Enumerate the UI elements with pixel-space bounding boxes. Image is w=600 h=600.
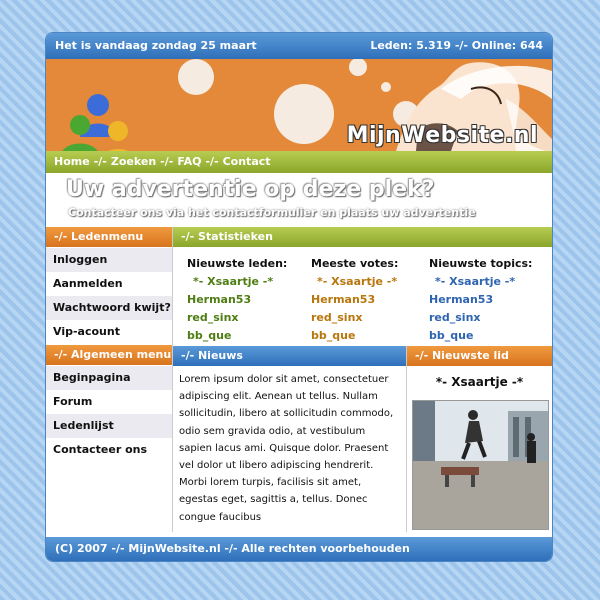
- algemeen-menu-header: -/- Algemeen menu: [46, 345, 172, 365]
- member-link[interactable]: red_sinx: [311, 311, 363, 324]
- nav-search-link[interactable]: Zoeken: [110, 155, 157, 168]
- newest-member-name[interactable]: *- Xsaartje -*: [435, 375, 524, 389]
- topic-link[interactable]: Herman53: [429, 293, 494, 306]
- nav-separator: -/-: [160, 155, 174, 168]
- nav-faq-link[interactable]: FAQ: [177, 155, 202, 168]
- stats-column-title: Nieuwste topics:: [429, 257, 533, 270]
- menu-item-inloggen[interactable]: Inloggen: [46, 248, 172, 272]
- stats-column-meeste-votes: [311, 257, 398, 347]
- site-title: MijnWebsite.nl: [346, 123, 538, 148]
- news-body-text: Lorem ipsum dolor sit amet, consectetuer adipiscing elit. Aenean ut tellus. Nullam sollicitudin, libero at sollicitudin commodo, odio sem gravida odio, at vestibulum sapien lacus ami. Quisque dolor. Praesent vel dolor ut libero adipiscing hendrerit. Morbi lorem turpis, facilisis sit amet, egestas eget, sagittis a, tellus. Donec congue faucibus: [179, 374, 394, 523]
- column-divider: [406, 346, 407, 532]
- nieuwste-lid-header: -/- Nieuwste lid: [407, 346, 552, 366]
- banner-bubble: [274, 84, 334, 144]
- topic-link[interactable]: red_sinx: [429, 311, 481, 324]
- community-people-icon: [60, 94, 136, 151]
- top-bar: [46, 33, 552, 59]
- footer-bar: [46, 537, 552, 561]
- banner-bubble: [381, 82, 391, 92]
- copyright-text: (C) 2007 -/- MijnWebsite.nl -/- Alle rechten voorbehouden: [55, 542, 410, 555]
- menu-item-forum[interactable]: Forum: [53, 395, 93, 408]
- member-link[interactable]: Herman53: [311, 293, 376, 306]
- nav-separator: -/-: [205, 155, 219, 168]
- banner-bubble: [178, 59, 214, 95]
- stats-column-title: Nieuwste leden:: [187, 257, 288, 270]
- statistieken-header: -/- Statistieken: [173, 227, 552, 247]
- menu-item-aanmelden[interactable]: Aanmelden: [53, 277, 123, 290]
- member-link[interactable]: bb_que: [187, 329, 232, 342]
- newest-member-photo[interactable]: [412, 400, 549, 530]
- ledenmenu-header: -/- Ledenmenu: [46, 227, 172, 247]
- column-divider: [172, 227, 173, 532]
- member-link[interactable]: red_sinx: [187, 311, 239, 324]
- member-link[interactable]: Herman53: [187, 293, 252, 306]
- member-link[interactable]: *- Xsaartje -*: [193, 275, 274, 288]
- banner-bubble: [349, 59, 367, 76]
- nieuws-header: -/- Nieuws: [173, 346, 406, 366]
- main-navigation: [46, 151, 552, 173]
- topic-link[interactable]: *- Xsaartje -*: [435, 275, 516, 288]
- date-text: Het is vandaag zondag 25 maart: [55, 39, 257, 52]
- ad-banner[interactable]: [46, 173, 552, 227]
- nav-contact-link[interactable]: Contact: [222, 155, 271, 168]
- menu-item-contacteer-ons[interactable]: Contacteer ons: [53, 443, 148, 456]
- member-stats: Leden: 5.319 -/- Online: 644: [370, 39, 543, 52]
- stats-column-nieuwste-topics: [429, 257, 532, 347]
- topic-link[interactable]: bb_que: [429, 329, 474, 342]
- nav-separator: -/-: [93, 155, 107, 168]
- nav-home-link[interactable]: Home: [54, 155, 90, 168]
- page-frame: [46, 33, 552, 561]
- menu-item-ledenlijst[interactable]: Ledenlijst: [46, 414, 172, 438]
- stats-column-nieuwste-leden: [187, 257, 287, 347]
- ad-subtitle: Contacteer ons via het contactformulier en plaats uw advertentie: [68, 206, 476, 219]
- member-link[interactable]: bb_que: [311, 329, 356, 342]
- skateboard-photo-graphic: [413, 401, 548, 529]
- menu-item-beginpagina[interactable]: Beginpagina: [46, 366, 172, 390]
- ad-title: Uw advertentie op deze plek?: [66, 177, 435, 202]
- member-link[interactable]: *- Xsaartje -*: [317, 275, 398, 288]
- menu-item-vip-acount[interactable]: Vip-acount: [53, 325, 120, 338]
- stats-column-title: Meeste votes:: [311, 257, 399, 270]
- header-banner: [46, 59, 552, 151]
- menu-item-wachtwoord-kwijt[interactable]: Wachtwoord kwijt?: [46, 296, 172, 320]
